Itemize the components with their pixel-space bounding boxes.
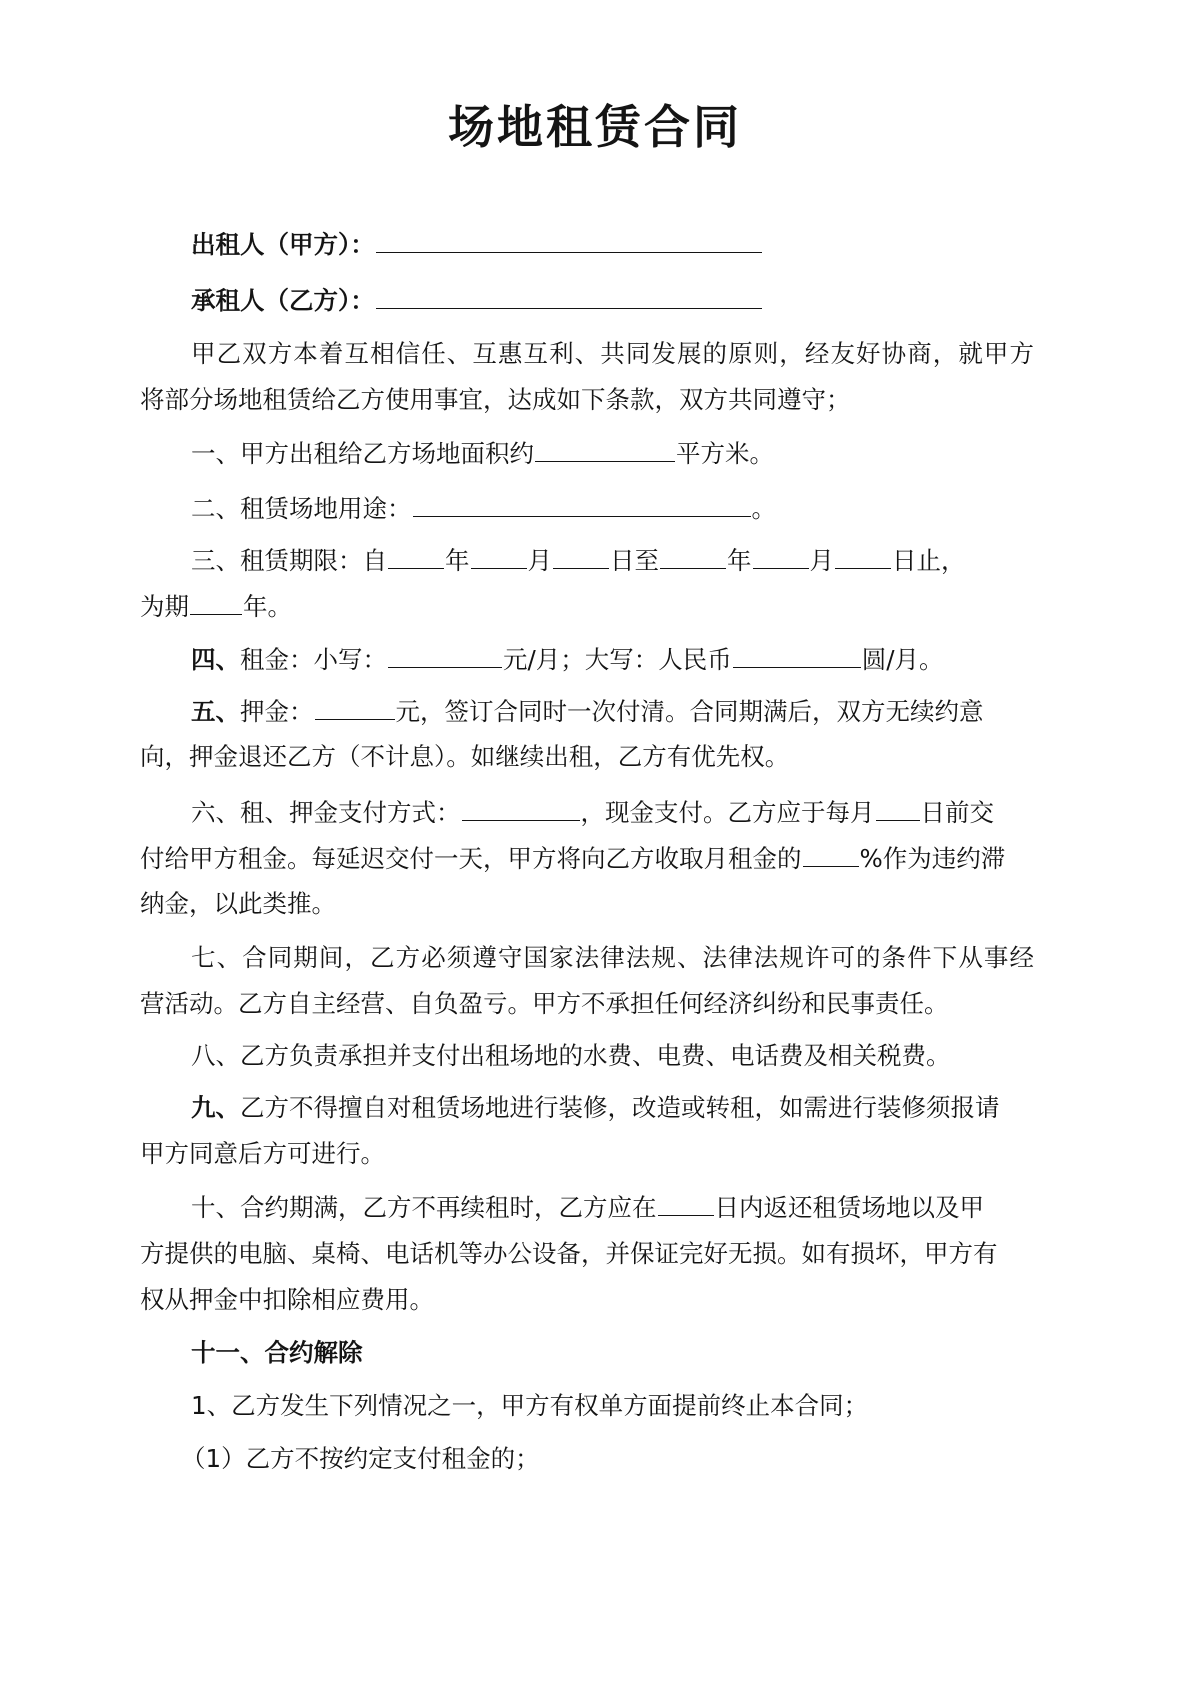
clause-4-text: 租金：小写： bbox=[240, 645, 387, 674]
clause-9-number: 九、 bbox=[191, 1093, 240, 1122]
contract-title: 场地租赁合同 bbox=[448, 100, 742, 154]
clause-6-line-1 bbox=[191, 796, 994, 830]
clause-1 bbox=[191, 437, 774, 471]
clause-4-number: 四、 bbox=[191, 645, 240, 674]
month-label: 月 bbox=[809, 546, 834, 575]
lessee-label: 承租人（乙方）： bbox=[191, 286, 375, 315]
lessor-label: 出租人（甲方）： bbox=[191, 230, 375, 259]
clause-6-text-3: 日前交 bbox=[920, 798, 994, 827]
term-unit: 年。 bbox=[243, 592, 292, 621]
start-month-blank[interactable] bbox=[471, 544, 527, 569]
clause-7-line-2: 营活动。乙方自主经营、自负盈亏。甲方不承担任何经济纠纷和民事责任。 bbox=[140, 989, 949, 1018]
clause-6-line-2 bbox=[140, 842, 1005, 876]
lessor-line bbox=[191, 228, 763, 262]
clause-10-line-1 bbox=[191, 1191, 984, 1225]
area-blank[interactable] bbox=[535, 437, 675, 462]
deposit-blank[interactable] bbox=[315, 695, 395, 720]
clause-5-line-1 bbox=[191, 695, 984, 729]
lessee-line bbox=[191, 284, 763, 318]
clause-3-text: 三、租赁期限：自 bbox=[191, 546, 387, 575]
clause-4-unit: 圆/月。 bbox=[861, 645, 944, 674]
clause-5-text: 押金： bbox=[240, 697, 314, 726]
clause-1-text: 一、甲方出租给乙方场地面积约 bbox=[191, 439, 534, 468]
clause-1-unit: 平方米。 bbox=[676, 439, 774, 468]
clause-11-item-1: 1、乙方发生下列情况之一，甲方有权单方面提前终止本合同； bbox=[191, 1391, 869, 1420]
start-day-blank[interactable] bbox=[553, 544, 609, 569]
intro-line-2: 将部分场地租赁给乙方使用事宜，达成如下条款，双方共同遵守； bbox=[140, 385, 851, 414]
end-month-blank[interactable] bbox=[753, 544, 809, 569]
end-day-blank[interactable] bbox=[835, 544, 891, 569]
start-year-blank[interactable] bbox=[388, 544, 444, 569]
clause-7-line-1: 七、合同期间，乙方必须遵守国家法律法规、法律法规许可的条件下从事经 bbox=[191, 943, 1034, 972]
clause-6-text: 六、租、押金支付方式： bbox=[191, 798, 461, 827]
day-to-label: 日至 bbox=[610, 546, 659, 575]
clause-10-line-3: 权从押金中扣除相应费用。 bbox=[140, 1285, 434, 1314]
clause-2-text: 二、租赁场地用途： bbox=[191, 494, 412, 523]
payment-day-blank[interactable] bbox=[876, 796, 920, 821]
clause-10-text-2: 日内返还租赁场地以及甲 bbox=[714, 1193, 984, 1222]
term-years-blank[interactable] bbox=[190, 590, 242, 615]
payment-method-blank[interactable] bbox=[462, 796, 580, 821]
clause-10-text: 十、合约期满，乙方不再续租时，乙方应在 bbox=[191, 1193, 657, 1222]
clause-6-text-4: 付给甲方租金。每延迟交付一天，甲方将向乙方收取月租金的 bbox=[140, 844, 802, 873]
clause-3-line-1 bbox=[191, 544, 966, 578]
usage-blank[interactable] bbox=[413, 492, 751, 517]
clause-6-text-5: %作为违约滞 bbox=[859, 844, 1006, 873]
month-label: 月 bbox=[527, 546, 552, 575]
clause-3-line-2 bbox=[140, 590, 292, 624]
clause-11-heading: 十一、合约解除 bbox=[191, 1338, 363, 1367]
clause-11-sub-1: （1）乙方不按约定支付租金的； bbox=[181, 1444, 540, 1473]
clause-6-line-3: 纳金，以此类推。 bbox=[140, 889, 336, 918]
clause-4 bbox=[191, 643, 944, 677]
return-days-blank[interactable] bbox=[658, 1191, 714, 1216]
lessee-name-blank[interactable] bbox=[376, 284, 762, 309]
clause-9-line-1 bbox=[191, 1091, 1000, 1125]
clause-10-line-2: 方提供的电脑、桌椅、电话机等办公设备，并保证完好无损。如有损坏，甲方有 bbox=[140, 1239, 998, 1268]
year-label: 年 bbox=[727, 546, 752, 575]
clause-5-number: 五、 bbox=[191, 697, 240, 726]
lessor-name-blank[interactable] bbox=[376, 228, 762, 253]
year-label: 年 bbox=[445, 546, 470, 575]
rent-figure-blank[interactable] bbox=[388, 643, 502, 668]
late-fee-percent-blank[interactable] bbox=[803, 842, 859, 867]
clause-5-text-2: 元，签订合同时一次付清。合同期满后，双方无续约意 bbox=[395, 697, 984, 726]
rent-words-blank[interactable] bbox=[733, 643, 861, 668]
day-end-label: 日止， bbox=[892, 546, 966, 575]
clause-4-text-2: 元/月；大写：人民币 bbox=[503, 645, 732, 674]
clause-8: 八、乙方负责承担并支付出租场地的水费、电费、电话费及相关税费。 bbox=[191, 1041, 951, 1070]
clause-6-text-2: ，现金支付。乙方应于每月 bbox=[580, 798, 875, 827]
clause-9-line-2: 甲方同意后方可进行。 bbox=[140, 1139, 385, 1168]
clause-2-end: 。 bbox=[751, 494, 776, 523]
intro-line-1: 甲乙双方本着互相信任、互惠互利、共同发展的原则，经友好协商，就甲方 bbox=[191, 339, 1034, 368]
clause-5-line-2: 向，押金退还乙方（不计息）。如继续出租，乙方有优先权。 bbox=[140, 742, 790, 771]
end-year-blank[interactable] bbox=[660, 544, 726, 569]
clause-9-text: 乙方不得擅自对租赁场地进行装修，改造或转租，如需进行装修须报请 bbox=[240, 1093, 1000, 1122]
term-label: 为期 bbox=[140, 592, 189, 621]
clause-2 bbox=[191, 492, 776, 526]
